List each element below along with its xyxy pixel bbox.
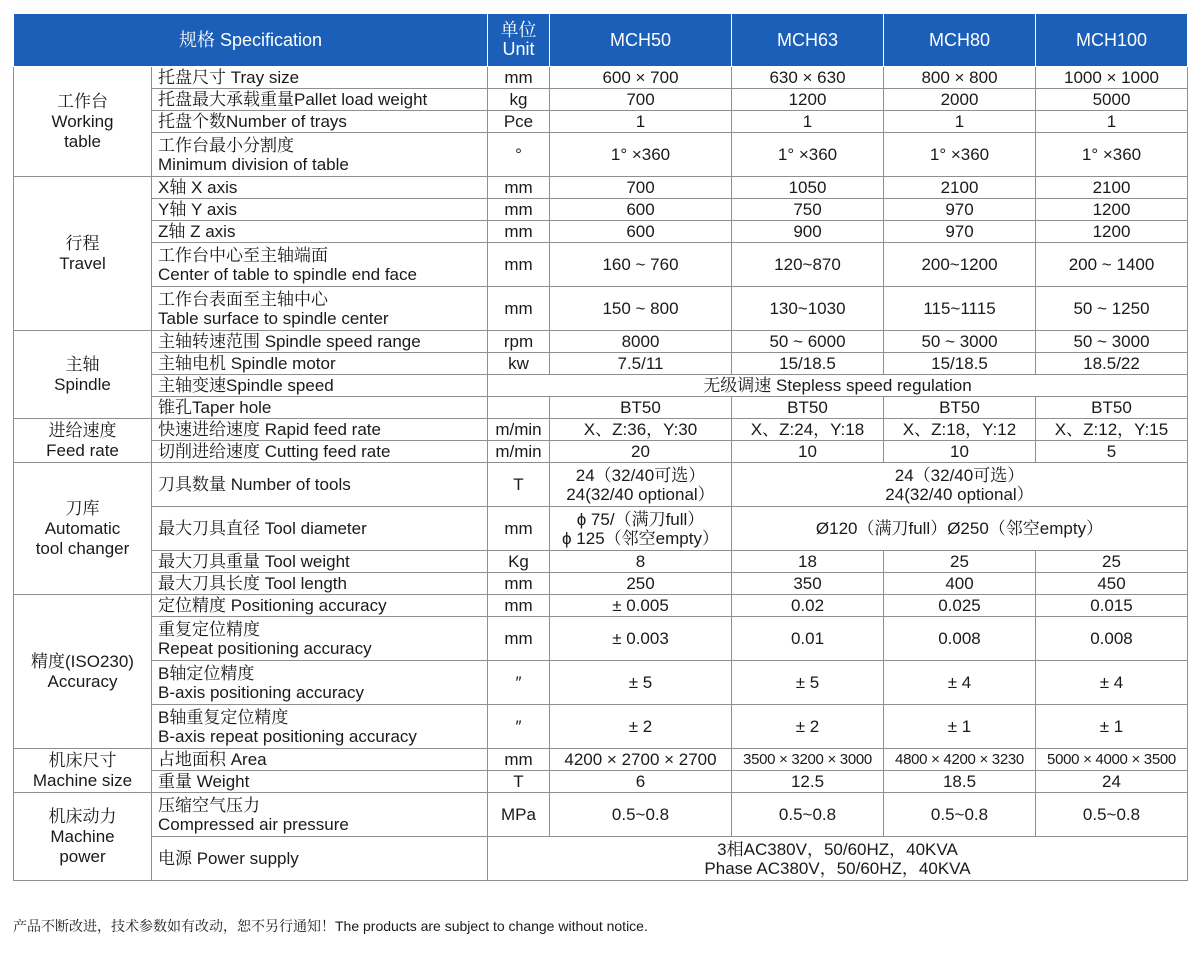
item-label: 切削进给速度 Cutting feed rate (152, 441, 488, 463)
item-label: Y轴 Y axis (152, 199, 488, 221)
table-row (14, 793, 1188, 837)
value-cell: 1200 (732, 89, 884, 111)
value-cell: 0.008 (1036, 617, 1188, 661)
value-cell: 1200 (1036, 221, 1188, 243)
value-cell: 10 (884, 441, 1036, 463)
unit-cell: mm (488, 507, 550, 551)
value-cell: ± 5 (732, 661, 884, 705)
table-row (14, 771, 1188, 793)
value-cell: 25 (884, 551, 1036, 573)
table-row (14, 133, 1188, 177)
value-cell: 0.015 (1036, 595, 1188, 617)
value-cell: 5000 (1036, 89, 1188, 111)
value-cell: 24 (1036, 771, 1188, 793)
item-label: 最大刀具长度 Tool length (152, 573, 488, 595)
value-cell: X、Z:24，Y:18 (732, 419, 884, 441)
table-row (14, 375, 1188, 397)
value-cell: 20 (550, 441, 732, 463)
table-row (14, 287, 1188, 331)
value-cell: 700 (550, 177, 732, 199)
value-cell: 15/18.5 (732, 353, 884, 375)
value-cell: 4200 × 2700 × 2700 (550, 749, 732, 771)
unit-cell: kg (488, 89, 550, 111)
value-cell: 1 (1036, 111, 1188, 133)
table-row (14, 661, 1188, 705)
unit-cell: mm (488, 243, 550, 287)
value-cell: 1 (884, 111, 1036, 133)
unit-cell: Kg (488, 551, 550, 573)
category-travel: 行程 Travel (14, 177, 152, 331)
value-cell: 25 (1036, 551, 1188, 573)
unit-cell: ″ (488, 705, 550, 749)
table-row (14, 617, 1188, 661)
value-cell: 700 (550, 89, 732, 111)
table-row (14, 749, 1188, 771)
value-cell: 18.5/22 (1036, 353, 1188, 375)
value-cell: 130~1030 (732, 287, 884, 331)
specification-table (13, 13, 1188, 881)
table-row (14, 573, 1188, 595)
value-cell: ϕ 75/（满刀full） ϕ 125（邻空empty） (550, 507, 732, 551)
category-working-table: 工作台 Working table (14, 67, 152, 177)
category-accuracy: 精度(ISO230) Accuracy (14, 595, 152, 749)
value-cell: 120~870 (732, 243, 884, 287)
footnote: 产品不断改进，技术参数如有改动，恕不另行通知！The products are subject to change without notice. (13, 918, 648, 934)
value-cell: 24（32/40可选） 24(32/40 optional） (550, 463, 732, 507)
value-cell: BT50 (732, 397, 884, 419)
value-cell: 600 × 700 (550, 67, 732, 89)
value-cell: 3500 × 3200 × 3000 (732, 749, 884, 771)
value-cell: 12.5 (732, 771, 884, 793)
unit-cell: mm (488, 573, 550, 595)
unit-cell: m/min (488, 419, 550, 441)
value-cell: 50 ~ 3000 (884, 331, 1036, 353)
value-cell: 150 ~ 800 (550, 287, 732, 331)
value-cell: 0.02 (732, 595, 884, 617)
value-cell: 0.008 (884, 617, 1036, 661)
value-cell: 0.5~0.8 (1036, 793, 1188, 837)
item-label: 工作台中心至主轴端面 Center of table to spindle end face (152, 243, 488, 287)
item-label: X轴 X axis (152, 177, 488, 199)
unit-cell: mm (488, 67, 550, 89)
item-label: 工作台最小分割度 Minimum division of table (152, 133, 488, 177)
table-row (14, 419, 1188, 441)
unit-cell: Pce (488, 111, 550, 133)
table-row (14, 331, 1188, 353)
value-cell: ± 2 (550, 705, 732, 749)
value-cell: ± 1 (884, 705, 1036, 749)
value-cell: 1050 (732, 177, 884, 199)
unit-cell: m/min (488, 441, 550, 463)
value-cell: 900 (732, 221, 884, 243)
table-row (14, 397, 1188, 419)
value-cell: 50 ~ 3000 (1036, 331, 1188, 353)
value-cell: 1 (550, 111, 732, 133)
value-cell: 400 (884, 573, 1036, 595)
unit-cell: mm (488, 177, 550, 199)
table-row (14, 551, 1188, 573)
item-label: B轴定位精度 B-axis positioning accuracy (152, 661, 488, 705)
merged-value-cell: 24（32/40可选） 24(32/40 optional） (732, 463, 1188, 507)
value-cell: ± 4 (1036, 661, 1188, 705)
model-header: MCH63 (732, 14, 884, 67)
value-cell: 200~1200 (884, 243, 1036, 287)
table-row (14, 705, 1188, 749)
value-cell: 15/18.5 (884, 353, 1036, 375)
value-cell: 5 (1036, 441, 1188, 463)
value-cell: 50 ~ 6000 (732, 331, 884, 353)
table-row (14, 243, 1188, 287)
unit-cell (488, 397, 550, 419)
table-row (14, 89, 1188, 111)
table-row (14, 595, 1188, 617)
value-cell: 970 (884, 221, 1036, 243)
item-label: 占地面积 Area (152, 749, 488, 771)
item-label: 托盘个数Number of trays (152, 111, 488, 133)
item-label: 主轴电机 Spindle motor (152, 353, 488, 375)
table-row (14, 67, 1188, 89)
table-row (14, 177, 1188, 199)
value-cell: BT50 (1036, 397, 1188, 419)
spec-table-container (13, 13, 1187, 881)
table-row (14, 463, 1188, 507)
value-cell: 2100 (884, 177, 1036, 199)
value-cell: 160 ~ 760 (550, 243, 732, 287)
unit-cell: mm (488, 749, 550, 771)
unit-cell: mm (488, 617, 550, 661)
value-cell: 750 (732, 199, 884, 221)
value-cell: 18.5 (884, 771, 1036, 793)
model-header: MCH80 (884, 14, 1036, 67)
value-cell: 970 (884, 199, 1036, 221)
value-cell: X、Z:36，Y:30 (550, 419, 732, 441)
value-cell: 630 × 630 (732, 67, 884, 89)
item-label: Z轴 Z axis (152, 221, 488, 243)
value-cell: 250 (550, 573, 732, 595)
value-cell: 800 × 800 (884, 67, 1036, 89)
value-cell: 350 (732, 573, 884, 595)
item-label: 锥孔Taper hole (152, 397, 488, 419)
value-cell: ± 2 (732, 705, 884, 749)
value-cell: 6 (550, 771, 732, 793)
value-cell: 600 (550, 199, 732, 221)
value-cell: 0.5~0.8 (884, 793, 1036, 837)
value-cell: 0.5~0.8 (732, 793, 884, 837)
table-row (14, 441, 1188, 463)
value-cell: ± 0.003 (550, 617, 732, 661)
item-label: B轴重复定位精度 B-axis repeat positioning accuracy (152, 705, 488, 749)
value-cell: 10 (732, 441, 884, 463)
value-cell: ± 0.005 (550, 595, 732, 617)
value-cell: 1° ×360 (884, 133, 1036, 177)
value-cell: 1200 (1036, 199, 1188, 221)
value-cell: BT50 (884, 397, 1036, 419)
value-cell: ± 5 (550, 661, 732, 705)
unit-cell: mm (488, 595, 550, 617)
value-cell: ± 4 (884, 661, 1036, 705)
unit-cell: ″ (488, 661, 550, 705)
value-cell: 600 (550, 221, 732, 243)
merged-value-cell: Ø120（满刀full）Ø250（邻空empty） (732, 507, 1188, 551)
model-header: MCH50 (550, 14, 732, 67)
item-label: 刀具数量 Number of tools (152, 463, 488, 507)
category-feed-rate: 进给速度 Feed rate (14, 419, 152, 463)
merged-value-cell: 无级调速 Stepless speed regulation (488, 375, 1188, 397)
table-row (14, 507, 1188, 551)
table-row (14, 199, 1188, 221)
unit-cell: ° (488, 133, 550, 177)
category-machine-size: 机床尺寸 Machine size (14, 749, 152, 793)
unit-cell: MPa (488, 793, 550, 837)
category-spindle: 主轴 Spindle (14, 331, 152, 419)
table-row (14, 111, 1188, 133)
value-cell: BT50 (550, 397, 732, 419)
table-row (14, 221, 1188, 243)
unit-cell: T (488, 771, 550, 793)
unit-cell: mm (488, 199, 550, 221)
value-cell: 0.5~0.8 (550, 793, 732, 837)
item-label: 电源 Power supply (152, 837, 488, 881)
value-cell: 200 ~ 1400 (1036, 243, 1188, 287)
value-cell: 5000 × 4000 × 3500 (1036, 749, 1188, 771)
value-cell: 0.01 (732, 617, 884, 661)
item-label: 主轴转速范围 Spindle speed range (152, 331, 488, 353)
category-tool-changer: 刀库 Automatic tool changer (14, 463, 152, 595)
value-cell: X、Z:18，Y:12 (884, 419, 1036, 441)
item-label: 定位精度 Positioning accuracy (152, 595, 488, 617)
item-label: 主轴变速Spindle speed (152, 375, 488, 397)
item-label: 快速进给速度 Rapid feed rate (152, 419, 488, 441)
value-cell: 2000 (884, 89, 1036, 111)
value-cell: 8 (550, 551, 732, 573)
value-cell: 1° ×360 (732, 133, 884, 177)
category-machine-power: 机床动力 Machine power (14, 793, 152, 881)
unit-cell: mm (488, 221, 550, 243)
unit-header: 单位 Unit (488, 14, 550, 67)
value-cell: 1000 × 1000 (1036, 67, 1188, 89)
merged-value-cell: 3相AC380V，50/60HZ，40KVA Phase AC380V，50/60HZ，40KVA (488, 837, 1188, 881)
value-cell: 450 (1036, 573, 1188, 595)
unit-cell: rpm (488, 331, 550, 353)
value-cell: 7.5/11 (550, 353, 732, 375)
unit-cell: T (488, 463, 550, 507)
header-row (14, 14, 1188, 67)
unit-cell: mm (488, 287, 550, 331)
value-cell: 1° ×360 (550, 133, 732, 177)
model-header: MCH100 (1036, 14, 1188, 67)
item-label: 重复定位精度 Repeat positioning accuracy (152, 617, 488, 661)
value-cell: 18 (732, 551, 884, 573)
table-row (14, 353, 1188, 375)
value-cell: X、Z:12，Y:15 (1036, 419, 1188, 441)
item-label: 最大刀具重量 Tool weight (152, 551, 488, 573)
value-cell: 50 ~ 1250 (1036, 287, 1188, 331)
value-cell: 1° ×360 (1036, 133, 1188, 177)
value-cell: ± 1 (1036, 705, 1188, 749)
value-cell: 2100 (1036, 177, 1188, 199)
value-cell: 1 (732, 111, 884, 133)
item-label: 托盘尺寸 Tray size (152, 67, 488, 89)
item-label: 最大刀具直径 Tool diameter (152, 507, 488, 551)
value-cell: 4800 × 4200 × 3230 (884, 749, 1036, 771)
item-label: 托盘最大承载重量Pallet load weight (152, 89, 488, 111)
unit-cell: kw (488, 353, 550, 375)
value-cell: 0.025 (884, 595, 1036, 617)
item-label: 压缩空气压力 Compressed air pressure (152, 793, 488, 837)
item-label: 工作台表面至主轴中心 Table surface to spindle center (152, 287, 488, 331)
spec-header: 规格 Specification (14, 14, 488, 67)
item-label: 重量 Weight (152, 771, 488, 793)
value-cell: 8000 (550, 331, 732, 353)
value-cell: 115~1115 (884, 287, 1036, 331)
table-row (14, 837, 1188, 881)
